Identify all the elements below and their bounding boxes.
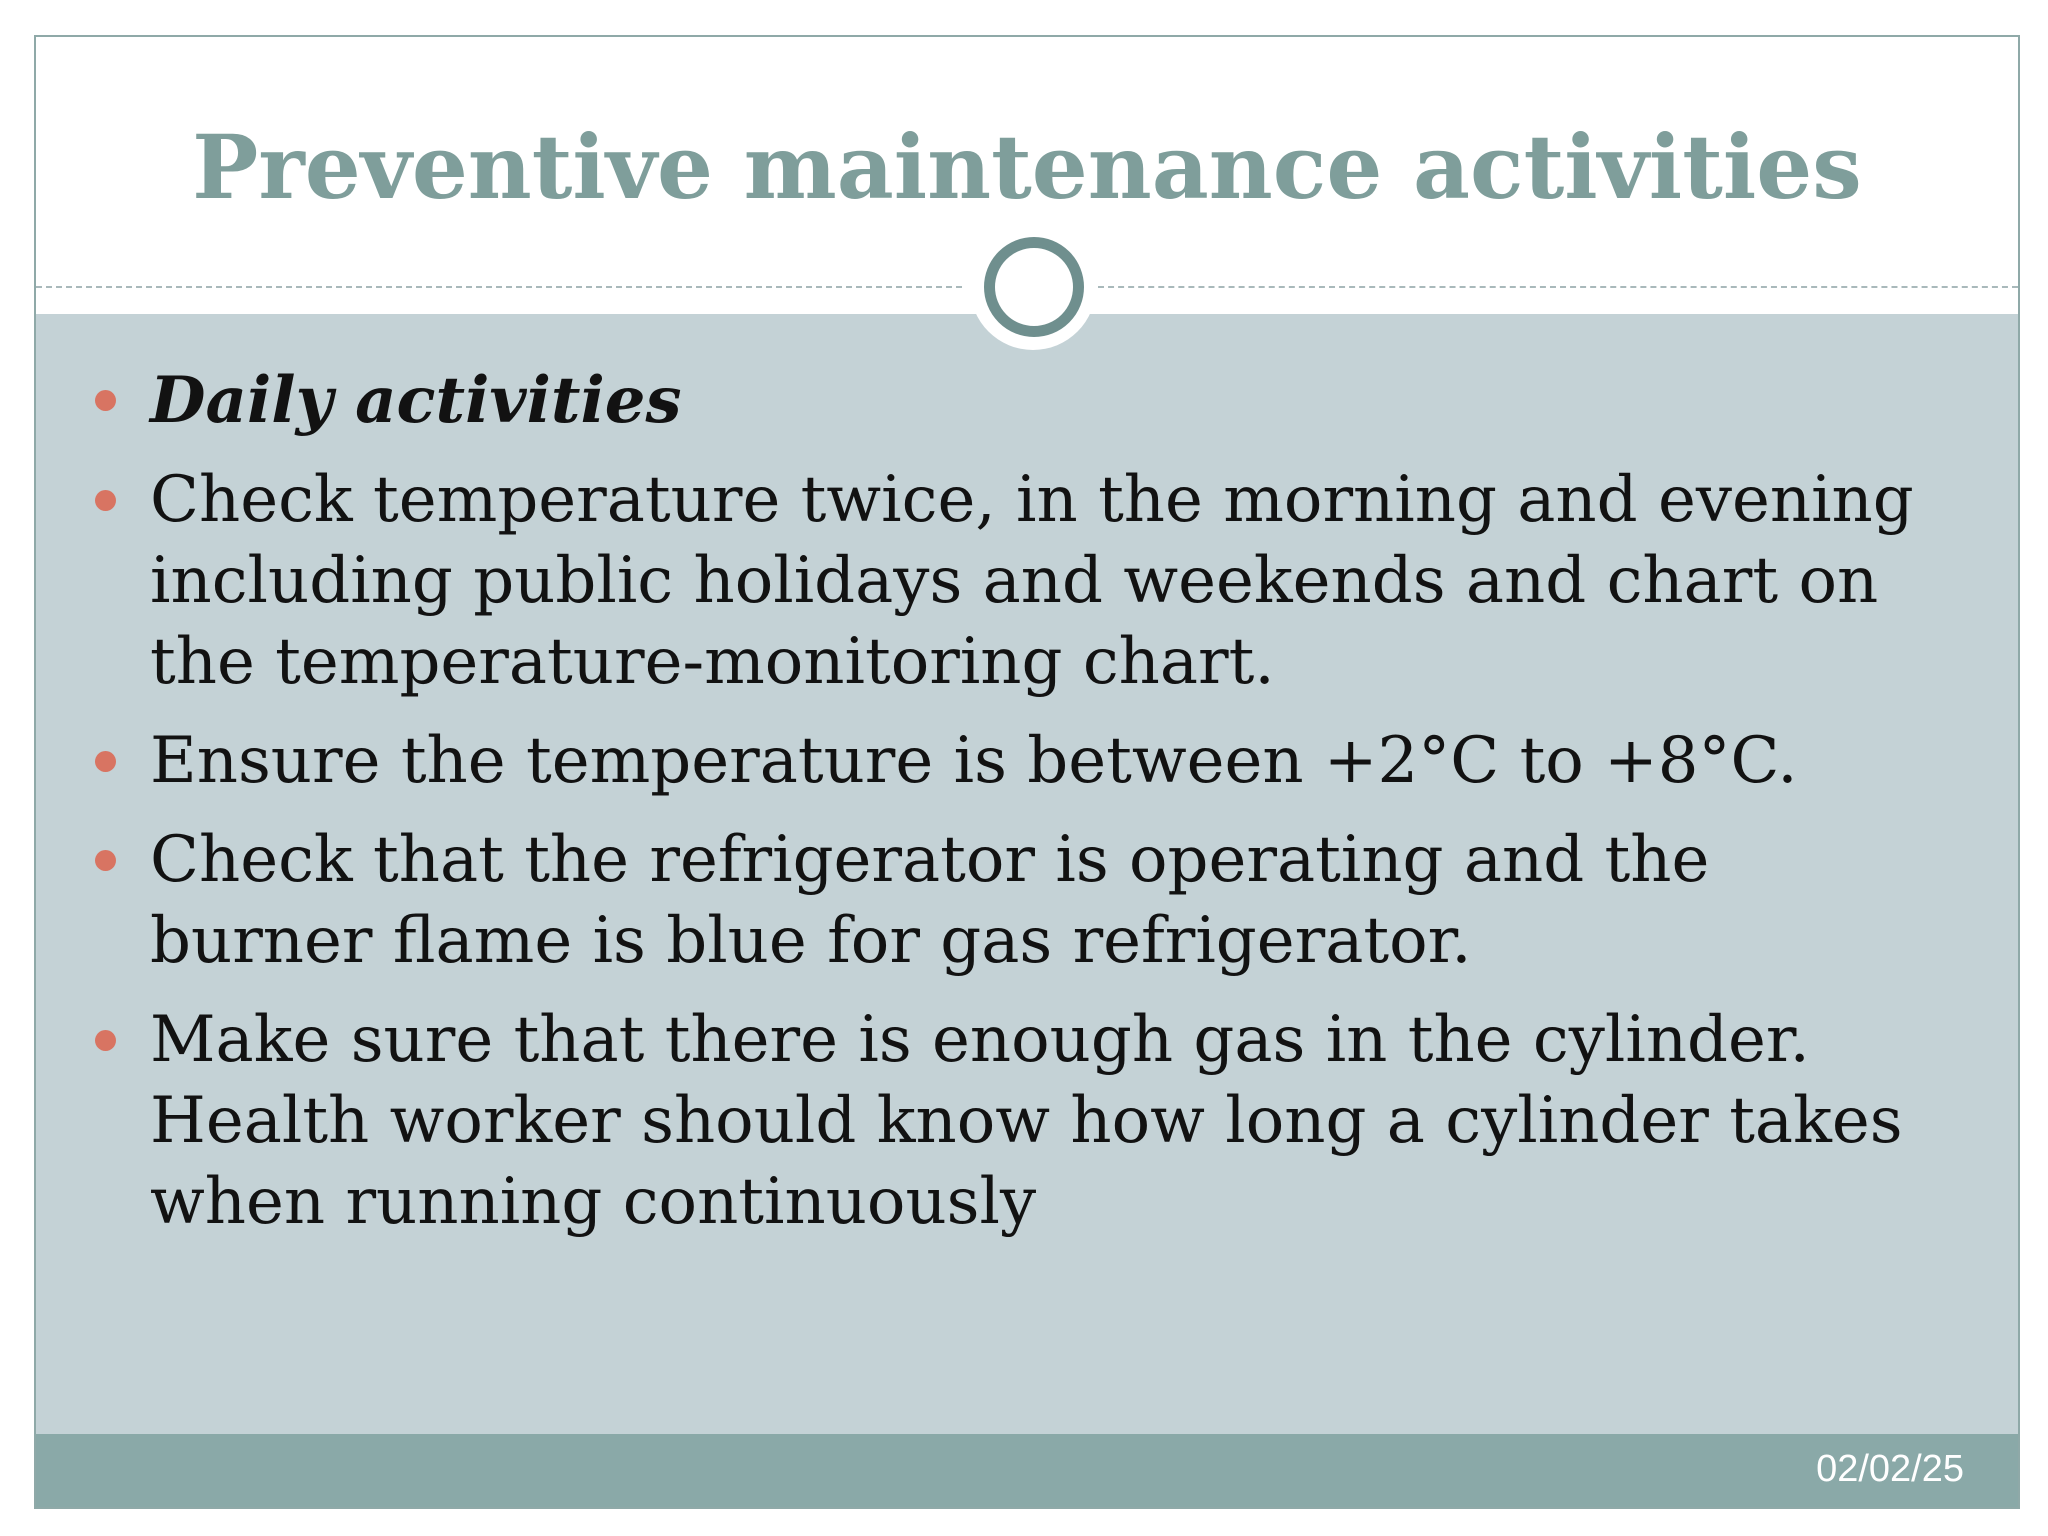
bullet-text: Make sure that there is enough gas in the cylinder. Health worker should know how long a cylinder takes when running continuously xyxy=(150,1003,1903,1239)
bullet-text: Check temperature twice, in the morning and evening including public holidays and weekends and chart on the temperature-monitoring chart. xyxy=(150,463,1914,699)
slide xyxy=(34,35,2020,1509)
slide-date: 02/02/25 xyxy=(1816,1448,1964,1490)
title-divider-left xyxy=(36,286,962,288)
bullet-list xyxy=(150,360,1930,1261)
title-divider-right xyxy=(1098,286,2018,288)
divider-circle-icon xyxy=(984,237,1084,337)
bullet-heading: Daily activities xyxy=(150,363,682,438)
bullet-item xyxy=(150,820,1930,982)
bullet-item xyxy=(150,721,1930,802)
bullet-item xyxy=(150,1000,1930,1243)
footer-bar xyxy=(36,1434,2018,1507)
slide-title: Preventive maintenance activities xyxy=(192,115,1862,219)
bullet-dot-icon xyxy=(95,390,116,411)
bullet-item xyxy=(150,360,1930,442)
bullet-text: Ensure the temperature is between +2°C to +8°C. xyxy=(150,724,1798,798)
bullet-dot-icon xyxy=(95,751,116,772)
bullet-dot-icon xyxy=(95,1030,116,1051)
bullet-text: Check that the refrigerator is operating and the burner flame is blue for gas refrigerator. xyxy=(150,823,1710,978)
bullet-dot-icon xyxy=(95,490,116,511)
bullet-item xyxy=(150,460,1930,703)
bullet-dot-icon xyxy=(95,850,116,871)
